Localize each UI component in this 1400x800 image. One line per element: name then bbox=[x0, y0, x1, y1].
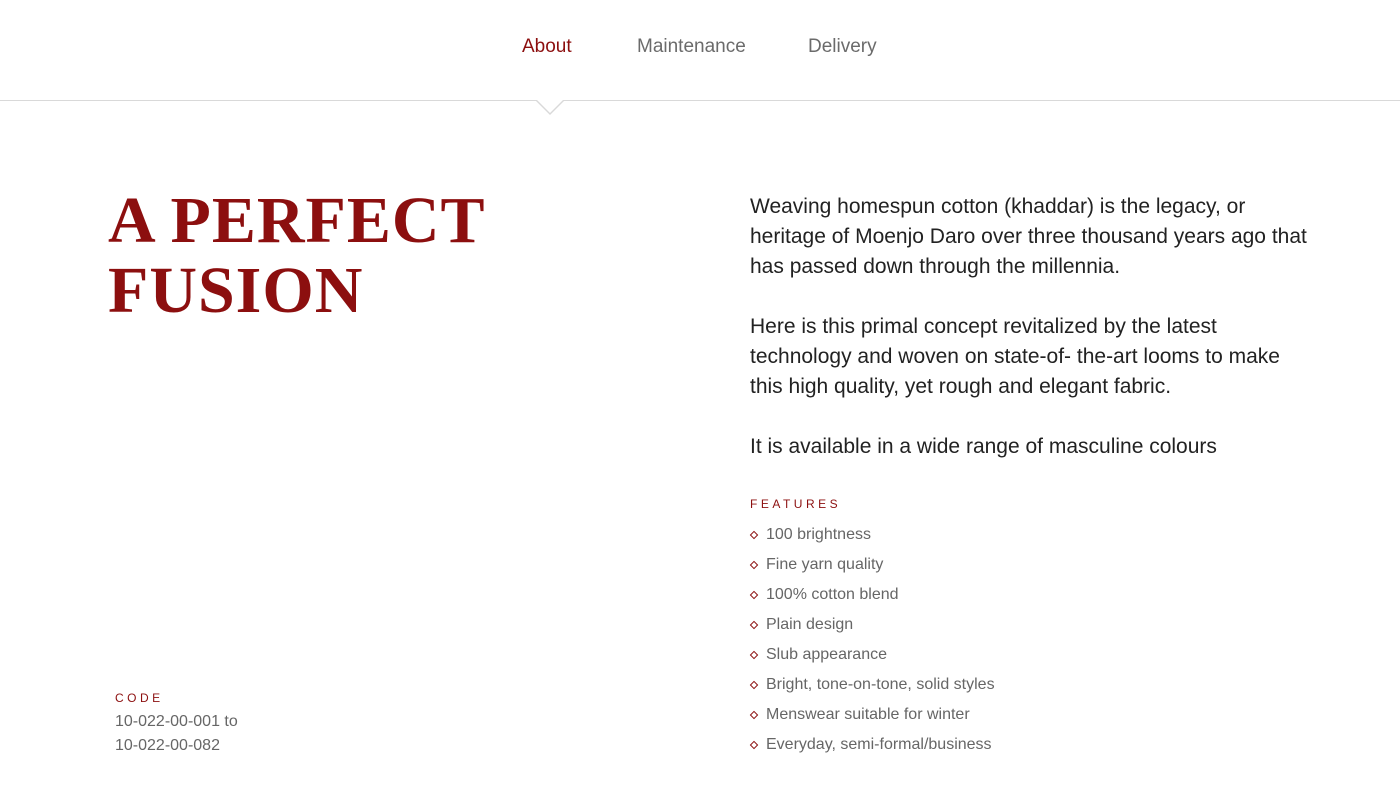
feature-label: Slub appearance bbox=[766, 646, 887, 663]
diamond-bullet-icon bbox=[750, 711, 758, 719]
tab-delivery[interactable]: Delivery bbox=[808, 36, 877, 57]
intro-paragraph-1: Weaving homespun cotton (khaddar) is the legacy, or heritage of Moenjo Daro over three thousand years ago that has passed down through the millennia. bbox=[750, 195, 1307, 278]
page-title bbox=[108, 186, 628, 326]
tab-about[interactable]: About bbox=[522, 36, 572, 57]
features-label: FEATURES bbox=[750, 497, 842, 511]
diamond-bullet-icon bbox=[750, 621, 758, 629]
diamond-bullet-icon bbox=[750, 561, 758, 569]
diamond-bullet-icon bbox=[750, 741, 758, 749]
page-title-line-1: A PERFECT bbox=[108, 184, 486, 257]
feature-item bbox=[750, 550, 995, 580]
feature-item bbox=[750, 700, 995, 730]
feature-label: Everyday, semi-formal/business bbox=[766, 736, 992, 753]
feature-item bbox=[750, 670, 995, 700]
intro-paragraph-3: It is available in a wide range of masculine colours bbox=[750, 435, 1217, 458]
feature-item bbox=[750, 520, 995, 550]
feature-item bbox=[750, 580, 995, 610]
code-range-end: 10-022-00-082 bbox=[115, 737, 220, 754]
diamond-bullet-icon bbox=[750, 681, 758, 689]
feature-label: 100 brightness bbox=[766, 526, 871, 543]
feature-label: Menswear suitable for winter bbox=[766, 706, 970, 723]
intro-text bbox=[750, 192, 1310, 492]
page-title-line-2: FUSION bbox=[108, 254, 364, 327]
feature-label: Fine yarn quality bbox=[766, 556, 884, 573]
code-label: CODE bbox=[115, 691, 164, 705]
diamond-bullet-icon bbox=[750, 651, 758, 659]
feature-item bbox=[750, 610, 995, 640]
feature-item bbox=[750, 640, 995, 670]
tab-bar bbox=[0, 0, 1400, 101]
feature-item bbox=[750, 730, 995, 760]
tab-maintenance[interactable]: Maintenance bbox=[637, 36, 746, 57]
code-range-start: 10-022-00-001 to bbox=[115, 713, 238, 730]
active-tab-indicator bbox=[535, 100, 565, 115]
feature-label: Plain design bbox=[766, 616, 854, 633]
code-range bbox=[115, 710, 238, 758]
intro-paragraph-2: Here is this primal concept revitalized by the latest technology and woven on state-of- the-art looms to make this high quality, yet rough and elegant fabric. bbox=[750, 315, 1280, 398]
diamond-bullet-icon bbox=[750, 591, 758, 599]
features-list bbox=[750, 520, 995, 760]
diamond-bullet-icon bbox=[750, 531, 758, 539]
feature-label: 100% cotton blend bbox=[766, 586, 899, 603]
feature-label: Bright, tone-on-tone, solid styles bbox=[766, 676, 995, 693]
